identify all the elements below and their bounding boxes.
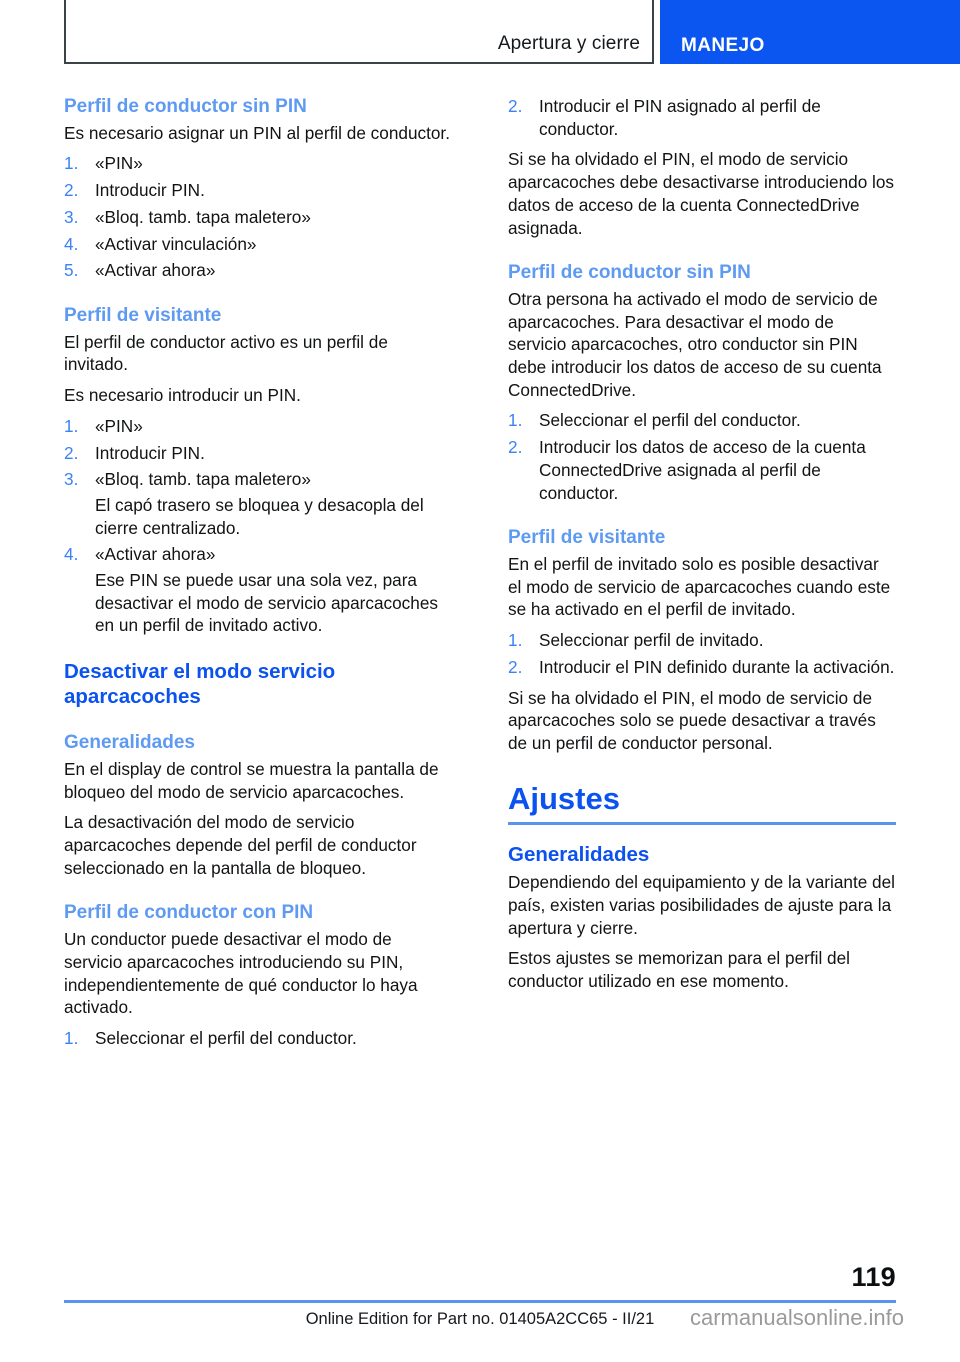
step-subtext: El capó trasero se bloquea y desacopla del cierre centralizado.	[95, 494, 424, 538]
paragraph-intro-sin-pin: Es necesario asignar un PIN al perfil de conductor.	[64, 122, 450, 143]
footer-edition-text: Online Edition for Part no. 01405A2CC65 - II/21	[305, 1310, 655, 1328]
header-section-tab	[64, 0, 654, 64]
heading-generalidades-left: Generalidades	[64, 732, 195, 754]
list-item	[508, 436, 896, 504]
steps-perfil-de-visitante	[64, 415, 452, 637]
list-item	[64, 206, 452, 229]
steps-perfil-conductor-con-pin	[64, 1027, 452, 1050]
left-column	[64, 95, 452, 1255]
list-item	[64, 442, 452, 465]
right-column	[508, 95, 896, 1255]
step-text: Seleccionar perfil de invitado.	[539, 630, 764, 651]
page-footer	[0, 1252, 960, 1362]
heading-perfil-de-visitante: Perfil de visitante	[64, 304, 222, 326]
heading-desactivar-modo-servicio: Desactivar el modo servicio aparcacoches	[64, 660, 336, 709]
list-item	[64, 233, 452, 256]
steps-perfil-conductor-sin-pin	[64, 152, 452, 282]
step-text: Introducir PIN.	[95, 180, 205, 201]
list-item	[64, 543, 452, 637]
list-item	[508, 95, 896, 140]
step-text: Introducir los datos de acceso de la cuenta ConnectedDrive asignada al perfil de conductor.	[539, 437, 866, 503]
heading-perfil-conductor-con-pin: Perfil de conductor con PIN	[64, 902, 314, 924]
list-item	[508, 629, 896, 652]
step-text: «Bloq. tamb. tapa maletero»	[95, 206, 311, 227]
step-text: «Activar ahora»	[95, 260, 216, 281]
list-item	[64, 152, 452, 175]
paragraph-continued-pin-olvidado: Si se ha olvidado el PIN, el modo de servicio aparcacoches debe desactivarse introduciendo los datos de acceso de la cuenta ConnectedDrive asignada.	[508, 149, 895, 238]
paragraph-visitante-right-2: Si se ha olvidado el PIN, el modo de servicio de aparcacoches solo se puede desactivar a través de un perfil de conductor personal.	[508, 687, 876, 753]
paragraph-visitante-2: Es necesario introducir un PIN.	[64, 385, 301, 406]
step-text: Introducir PIN.	[95, 442, 205, 463]
list-item	[508, 409, 896, 432]
footer-watermark: carmanualsonline.info	[690, 1305, 905, 1330]
step-text: «PIN»	[95, 415, 143, 436]
paragraph-ajustes-2: Estos ajustes se memorizan para el perfil del conductor utilizado en ese momento.	[508, 948, 850, 992]
paragraph-generalidades-2: La desactivación del modo de servicio aparcacoches depende del perfil de conductor seleccionado en la pantalla de bloqueo.	[64, 812, 417, 878]
footer-divider	[64, 1300, 896, 1303]
list-item	[64, 259, 452, 282]
step-text: «PIN»	[95, 153, 143, 174]
page-number: 119	[851, 1262, 896, 1292]
page-header	[0, 0, 960, 64]
paragraph-visitante-right-1: En el perfil de invitado solo es posible desactivar el modo de servicio de aparcacoches cuando este se ha activado en el perfil de invitado.	[508, 554, 891, 620]
steps-sin-pin-right	[508, 409, 896, 504]
list-item	[64, 468, 452, 539]
page-content	[64, 95, 896, 1255]
header-chapter-tab	[660, 0, 960, 64]
header-section-label: Apertura y cierre	[497, 33, 640, 54]
header-chapter-label: MANEJO	[681, 35, 765, 56]
heading-generalidades-ajustes: Generalidades	[508, 843, 650, 867]
list-item	[64, 1027, 452, 1050]
paragraph-visitante-1: El perfil de conductor activo es un perfil de invitado.	[64, 331, 388, 375]
step-text: Seleccionar el perfil del conductor.	[539, 410, 801, 431]
paragraph-ajustes-1: Dependiendo del equipamiento y de la variante del país, existen varias posibilidades de ajuste para la apertura y cierre.	[508, 872, 895, 938]
paragraph-sin-pin-right-1: Otra persona ha activado el modo de servicio de aparcacoches. Para desactivar el modo de servicio aparcacoches, otro conductor sin PIN debe introducir los datos de acceso de su cuenta ConnectedDrive.	[508, 288, 882, 400]
heading-perfil-conductor-sin-pin: Perfil de conductor sin PIN	[64, 96, 307, 117]
list-item	[508, 656, 896, 679]
step-text: «Activar vinculación»	[95, 233, 257, 254]
step-text: Introducir el PIN definido durante la activación.	[539, 656, 895, 677]
heading-perfil-conductor-sin-pin-right: Perfil de conductor sin PIN	[508, 262, 751, 284]
steps-visitante-right	[508, 629, 896, 678]
paragraph-con-pin-1: Un conductor puede desactivar el modo de servicio aparcacoches introduciendo su PIN, independientemente de qué conductor lo haya activado.	[64, 929, 418, 1018]
list-item	[64, 415, 452, 438]
steps-continued-from-left	[508, 95, 896, 140]
list-item	[64, 179, 452, 202]
heading-perfil-de-visitante-right: Perfil de visitante	[508, 527, 666, 549]
step-subtext: Ese PIN se puede usar una sola vez, para desactivar el modo de servicio aparcacoches en un perfil de invitado activo.	[95, 570, 438, 636]
step-text: Seleccionar el perfil del conductor.	[95, 1027, 357, 1048]
chapter-title-ajustes: Ajustes	[508, 781, 896, 826]
step-text: Introducir el PIN asignado al perfil de conductor.	[539, 96, 821, 139]
step-text: «Bloq. tamb. tapa maletero»	[95, 469, 311, 490]
step-text: «Activar ahora»	[95, 544, 216, 565]
paragraph-generalidades-1: En el display de control se muestra la pantalla de bloqueo del modo de servicio aparcacoches.	[64, 758, 439, 802]
